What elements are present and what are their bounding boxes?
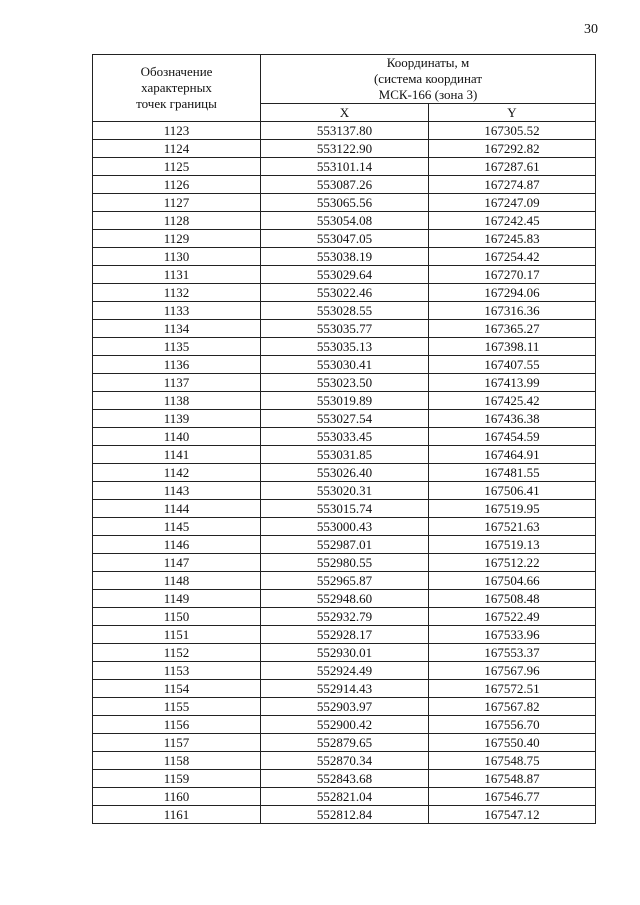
point-id-cell: 1124 [93,140,261,158]
point-id-cell: 1128 [93,212,261,230]
x-coordinate-cell: 552987.01 [261,536,429,554]
table-row [93,788,596,806]
point-id-cell: 1126 [93,176,261,194]
y-coordinate-cell: 167506.41 [429,482,596,500]
y-coordinate-cell: 167274.87 [429,176,596,194]
point-id-cell: 1152 [93,644,261,662]
table-row [93,320,596,338]
y-column-header: Y [429,104,596,122]
coords-header-line: Координаты, м [386,55,470,70]
point-id-cell: 1127 [93,194,261,212]
coords-header-line: МСК-166 (зона 3) [378,87,478,102]
point-id-cell: 1157 [93,734,261,752]
table-row [93,626,596,644]
coords-header-line: (система координат [373,71,483,86]
table-row [93,140,596,158]
x-coordinate-cell: 553035.77 [261,320,429,338]
point-id-cell: 1150 [93,608,261,626]
y-coordinate-cell: 167294.06 [429,284,596,302]
x-coordinate-cell: 553015.74 [261,500,429,518]
table-row [93,572,596,590]
point-id-cell: 1147 [93,554,261,572]
y-coordinate-cell: 167522.49 [429,608,596,626]
point-id-cell: 1123 [93,122,261,140]
table-row [93,770,596,788]
point-id-cell: 1134 [93,320,261,338]
y-coordinate-cell: 167550.40 [429,734,596,752]
table-row [93,734,596,752]
table-row [93,806,596,824]
x-coordinate-cell: 553028.55 [261,302,429,320]
page-number: 30 [584,22,598,37]
coordinates-header [261,55,596,104]
table-row [93,392,596,410]
point-id-cell: 1139 [93,410,261,428]
coordinates-table [92,54,596,824]
point-id-cell: 1129 [93,230,261,248]
x-coordinate-cell: 553035.13 [261,338,429,356]
y-coordinate-cell: 167508.48 [429,590,596,608]
point-id-cell: 1146 [93,536,261,554]
y-coordinate-cell: 167254.42 [429,248,596,266]
x-coordinate-cell: 553087.26 [261,176,429,194]
point-id-cell: 1148 [93,572,261,590]
point-id-cell: 1161 [93,806,261,824]
y-coordinate-cell: 167316.36 [429,302,596,320]
table-row [93,518,596,536]
table-row [93,500,596,518]
y-coordinate-cell: 167365.27 [429,320,596,338]
y-coordinate-cell: 167398.11 [429,338,596,356]
point-id-cell: 1133 [93,302,261,320]
x-coordinate-cell: 553026.40 [261,464,429,482]
table-row [93,338,596,356]
x-coordinate-cell: 552965.87 [261,572,429,590]
table-row [93,554,596,572]
point-header-line: точек границы [136,96,217,111]
y-coordinate-cell: 167436.38 [429,410,596,428]
y-coordinate-cell: 167454.59 [429,428,596,446]
x-coordinate-cell: 553101.14 [261,158,429,176]
table-row [93,212,596,230]
point-designation-header [93,55,261,122]
table-row [93,716,596,734]
x-coordinate-cell: 552932.79 [261,608,429,626]
point-id-cell: 1144 [93,500,261,518]
point-id-cell: 1155 [93,698,261,716]
y-coordinate-cell: 167305.52 [429,122,596,140]
x-coordinate-cell: 553000.43 [261,518,429,536]
table-row [93,266,596,284]
y-coordinate-cell: 167413.99 [429,374,596,392]
point-id-cell: 1154 [93,680,261,698]
x-coordinate-cell: 552914.43 [261,680,429,698]
table-row [93,698,596,716]
y-coordinate-cell: 167512.22 [429,554,596,572]
table-body [93,122,596,824]
y-coordinate-cell: 167519.95 [429,500,596,518]
point-id-cell: 1159 [93,770,261,788]
y-coordinate-cell: 167287.61 [429,158,596,176]
table-row [93,464,596,482]
x-coordinate-cell: 553137.80 [261,122,429,140]
x-coordinate-cell: 552843.68 [261,770,429,788]
table-row [93,644,596,662]
y-coordinate-cell: 167245.83 [429,230,596,248]
x-coordinate-cell: 552812.84 [261,806,429,824]
y-coordinate-cell: 167292.82 [429,140,596,158]
x-coordinate-cell: 552821.04 [261,788,429,806]
x-coordinate-cell: 553020.31 [261,482,429,500]
point-header-line: Обозначение [140,64,213,79]
x-coordinate-cell: 552870.34 [261,752,429,770]
x-coordinate-cell: 552900.42 [261,716,429,734]
x-column-header: X [261,104,429,122]
x-coordinate-cell: 553038.19 [261,248,429,266]
point-id-cell: 1131 [93,266,261,284]
x-coordinate-cell: 553027.54 [261,410,429,428]
x-coordinate-cell: 553029.64 [261,266,429,284]
table-row [93,230,596,248]
table-row [93,752,596,770]
y-coordinate-cell: 167546.77 [429,788,596,806]
point-id-cell: 1130 [93,248,261,266]
point-id-cell: 1143 [93,482,261,500]
table-row [93,680,596,698]
point-id-cell: 1140 [93,428,261,446]
x-coordinate-cell: 553031.85 [261,446,429,464]
y-coordinate-cell: 167242.45 [429,212,596,230]
table-row [93,194,596,212]
table-row [93,536,596,554]
y-coordinate-cell: 167519.13 [429,536,596,554]
table-row [93,662,596,680]
x-coordinate-cell: 553030.41 [261,356,429,374]
x-coordinate-cell: 553022.46 [261,284,429,302]
point-id-cell: 1132 [93,284,261,302]
table-row [93,374,596,392]
table-row [93,356,596,374]
y-coordinate-cell: 167572.51 [429,680,596,698]
point-id-cell: 1138 [93,392,261,410]
x-coordinate-cell: 553019.89 [261,392,429,410]
x-coordinate-cell: 553065.56 [261,194,429,212]
point-id-cell: 1158 [93,752,261,770]
point-id-cell: 1141 [93,446,261,464]
table-row [93,248,596,266]
x-coordinate-cell: 552930.01 [261,644,429,662]
y-coordinate-cell: 167481.55 [429,464,596,482]
y-coordinate-cell: 167567.96 [429,662,596,680]
y-coordinate-cell: 167521.63 [429,518,596,536]
point-header-line: характерных [141,80,212,95]
y-coordinate-cell: 167407.55 [429,356,596,374]
table-row [93,284,596,302]
point-id-cell: 1137 [93,374,261,392]
x-coordinate-cell: 552879.65 [261,734,429,752]
point-id-cell: 1125 [93,158,261,176]
y-coordinate-cell: 167504.66 [429,572,596,590]
table-row [93,428,596,446]
x-coordinate-cell: 552903.97 [261,698,429,716]
y-coordinate-cell: 167464.91 [429,446,596,464]
table-row [93,158,596,176]
table-row [93,176,596,194]
y-coordinate-cell: 167270.17 [429,266,596,284]
table-row [93,302,596,320]
point-id-cell: 1142 [93,464,261,482]
y-coordinate-cell: 167247.09 [429,194,596,212]
point-id-cell: 1153 [93,662,261,680]
x-coordinate-cell: 553023.50 [261,374,429,392]
point-id-cell: 1151 [93,626,261,644]
y-coordinate-cell: 167548.75 [429,752,596,770]
x-coordinate-cell: 553047.05 [261,230,429,248]
y-coordinate-cell: 167548.87 [429,770,596,788]
table-row [93,608,596,626]
table-row [93,410,596,428]
point-id-cell: 1160 [93,788,261,806]
point-id-cell: 1156 [93,716,261,734]
point-id-cell: 1149 [93,590,261,608]
y-coordinate-cell: 167556.70 [429,716,596,734]
y-coordinate-cell: 167567.82 [429,698,596,716]
y-coordinate-cell: 167425.42 [429,392,596,410]
table-row [93,482,596,500]
y-coordinate-cell: 167553.37 [429,644,596,662]
x-coordinate-cell: 552928.17 [261,626,429,644]
x-coordinate-cell: 553122.90 [261,140,429,158]
y-coordinate-cell: 167547.12 [429,806,596,824]
point-id-cell: 1135 [93,338,261,356]
x-coordinate-cell: 552948.60 [261,590,429,608]
y-coordinate-cell: 167533.96 [429,626,596,644]
x-coordinate-cell: 553054.08 [261,212,429,230]
table-row [93,590,596,608]
x-coordinate-cell: 553033.45 [261,428,429,446]
table-row [93,122,596,140]
point-id-cell: 1136 [93,356,261,374]
x-coordinate-cell: 552980.55 [261,554,429,572]
point-id-cell: 1145 [93,518,261,536]
x-coordinate-cell: 552924.49 [261,662,429,680]
table-row [93,446,596,464]
